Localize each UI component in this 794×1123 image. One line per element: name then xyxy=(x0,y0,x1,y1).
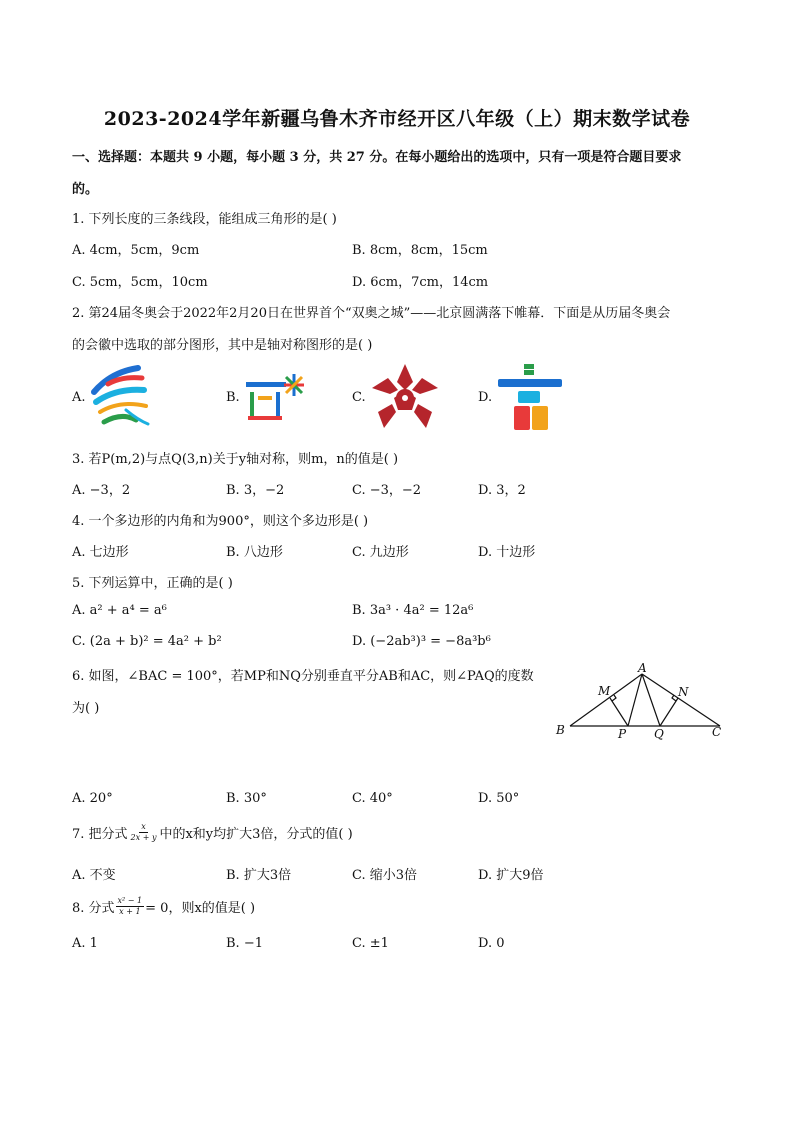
sochi-snowflake-emblem-image xyxy=(368,360,442,434)
diagram-label-b: B xyxy=(556,723,565,737)
q6-stem-line2: 为( ) xyxy=(72,701,100,716)
q6-stem-line1: 6. 如图，∠BAC = 100°，若MP和NQ分别垂直平分AB和AC，则∠PAQ的度数 xyxy=(72,669,534,684)
q3-option-b: B. 3，−2 xyxy=(226,483,285,498)
q2-option-b-label: B. xyxy=(226,390,240,405)
diagram-label-q: Q xyxy=(654,727,664,741)
q7-stem-prefix: 7. 把分式 xyxy=(72,827,128,842)
q5-option-c: C. (2a + b)² = 4a² + b² xyxy=(72,634,222,649)
q1-option-d: D. 6cm，7cm，14cm xyxy=(352,275,489,290)
q6-option-c: C. 40° xyxy=(352,791,393,806)
q8-option-d: D. 0 xyxy=(478,936,505,951)
q2-option-a-label: A. xyxy=(72,390,86,405)
page-title: 2023-2024学年新疆乌鲁木齐市经开区八年级（上）期末数学试卷 xyxy=(103,108,691,130)
q8-fraction xyxy=(116,896,145,917)
q3-option-a: A. −3，2 xyxy=(72,483,131,498)
q1-option-c: C. 5cm，5cm，10cm xyxy=(72,275,208,290)
q4-option-a: A. 七边形 xyxy=(72,545,129,560)
triangle-diagram xyxy=(550,660,730,744)
diagram-label-n: N xyxy=(678,685,689,699)
diagram-label-c: C xyxy=(712,725,722,739)
q2-stem-line1: 2. 第24届冬奥会于2022年2月20日在世界首个“双奥之城”——北京圆满落下帷幕．下面是从历届冬奥会 xyxy=(72,306,671,321)
q5-option-b: B. 3a³ · 4a² = 12a⁶ xyxy=(352,603,474,618)
q7-option-d: D. 扩大9倍 xyxy=(478,868,544,883)
q7-stem-suffix: 中的x和y均扩大3倍，分式的值( ) xyxy=(159,827,353,842)
q5-stem: 5. 下列运算中，正确的是( ) xyxy=(72,576,233,591)
q6-option-d: D. 50° xyxy=(478,791,520,806)
q6-option-b: B. 30° xyxy=(226,791,267,806)
q3-option-c: C. −3，−2 xyxy=(352,483,422,498)
q8-option-b: B. −1 xyxy=(226,936,263,951)
q7-option-b: B. 扩大3倍 xyxy=(226,868,292,883)
vancouver-inukshuk-emblem-image xyxy=(496,362,566,432)
q1-option-a: A. 4cm，5cm，9cm xyxy=(72,243,200,258)
q7-option-c: C. 缩小3倍 xyxy=(352,868,418,883)
q8-option-c: C. ±1 xyxy=(352,936,389,951)
diagram-label-m: M xyxy=(598,684,611,698)
q4-option-c: C. 九边形 xyxy=(352,545,409,560)
section-instructions-line1: 一、选择题：本题共 9 小题，每小题 3 分，共 27 分。在每小题给出的选项中，只有一项是符合题目要求 xyxy=(72,150,682,165)
q2-option-c-label: C. xyxy=(352,390,366,405)
section-instructions-line2: 的。 xyxy=(72,182,99,197)
q7-fraction-denominator: 2x + y xyxy=(130,833,157,842)
q8-option-a: A. 1 xyxy=(72,936,98,951)
q8-fraction-numerator: x² − 1 xyxy=(117,896,143,905)
q6-option-a: A. 20° xyxy=(72,791,113,806)
q2-option-d-label: D. xyxy=(478,390,493,405)
q4-option-d: D. 十边形 xyxy=(478,545,536,560)
q8-stem-suffix: = 0，则x的值是( ) xyxy=(145,901,256,916)
q7-option-a: A. 不变 xyxy=(72,868,116,883)
q3-option-d: D. 3，2 xyxy=(478,483,526,498)
q7-fraction-numerator: x xyxy=(141,822,146,831)
q4-option-b: B. 八边形 xyxy=(226,545,283,560)
q3-stem: 3. 若P(m,2)与点Q(3,n)关于y轴对称，则m，n的值是( ) xyxy=(72,452,399,467)
q7-fraction xyxy=(129,822,159,843)
diagram-label-p: P xyxy=(618,727,627,741)
turin-emblem-image xyxy=(240,370,312,426)
q1-stem: 1. 下列长度的三条线段，能组成三角形的是( ) xyxy=(72,212,337,227)
q8-stem xyxy=(72,896,255,917)
q8-stem-prefix: 8. 分式 xyxy=(72,901,115,916)
q1-option-b: B. 8cm，8cm，15cm xyxy=(352,243,488,258)
q4-stem: 4. 一个多边形的内角和为900°，则这个多边形是( ) xyxy=(72,514,369,529)
diagram-label-a: A xyxy=(638,661,647,675)
q5-option-a: A. a² + a⁴ = a⁶ xyxy=(72,603,167,618)
q2-stem-line2: 的会徽中选取的部分图形，其中是轴对称图形的是( ) xyxy=(72,338,373,353)
q5-option-d: D. (−2ab³)³ = −8a³b⁶ xyxy=(352,634,491,649)
q7-stem xyxy=(72,822,353,843)
q8-fraction-denominator: x + 1 xyxy=(119,907,141,916)
beijing-emblem-image xyxy=(86,362,158,432)
